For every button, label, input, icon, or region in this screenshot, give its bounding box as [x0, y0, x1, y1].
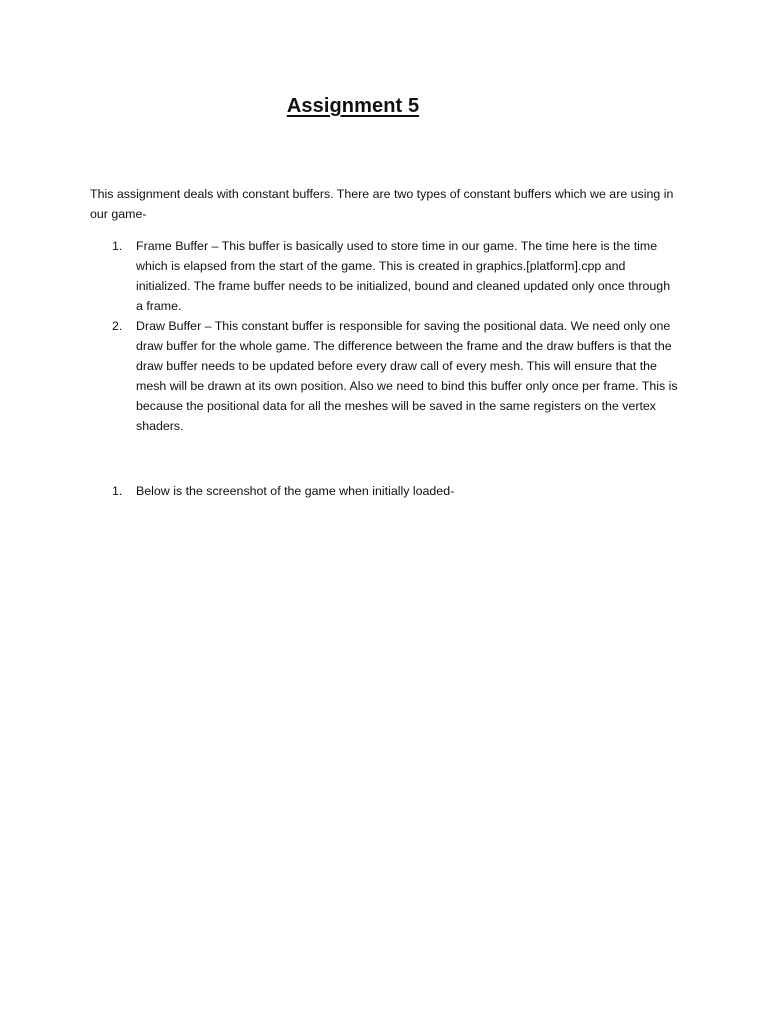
list-item-text: Below is the screenshot of the game when initially loaded- [136, 484, 455, 498]
document-title: Assignment 5 [286, 95, 420, 117]
screenshot-list [90, 481, 690, 501]
buffer-list [90, 236, 690, 436]
list-item-number: 1. [112, 484, 123, 498]
list-item [90, 481, 690, 501]
list-item [90, 236, 690, 316]
list-item-text: Draw Buffer – This constant buffer is responsible for saving the positional data. We need only one draw buffer for the whole game. The difference between the frame and the draw buffers is that the draw buffer needs to be updated before every draw call of every mesh. This will ensure that the mesh will be drawn at its own position. Also we need to bind this buffer only once per frame. This is because the positional data for all the meshes will be saved in the same registers on the vertex shaders. [136, 319, 678, 433]
list-item [90, 316, 690, 436]
list-item-text: Frame Buffer – This buffer is basically used to store time in our game. The time here is the time which is elapsed from the start of the game. This is created in graphics.[platform].cpp and initialized. The frame buffer needs to be initialized, bound and cleaned updated only once through a frame. [136, 239, 671, 313]
list-item-number: 2. [112, 319, 123, 333]
intro-paragraph: This assignment deals with constant buffers. There are two types of constant buffers which we are using in our game- [90, 187, 674, 221]
list-item-number: 1. [112, 239, 123, 253]
